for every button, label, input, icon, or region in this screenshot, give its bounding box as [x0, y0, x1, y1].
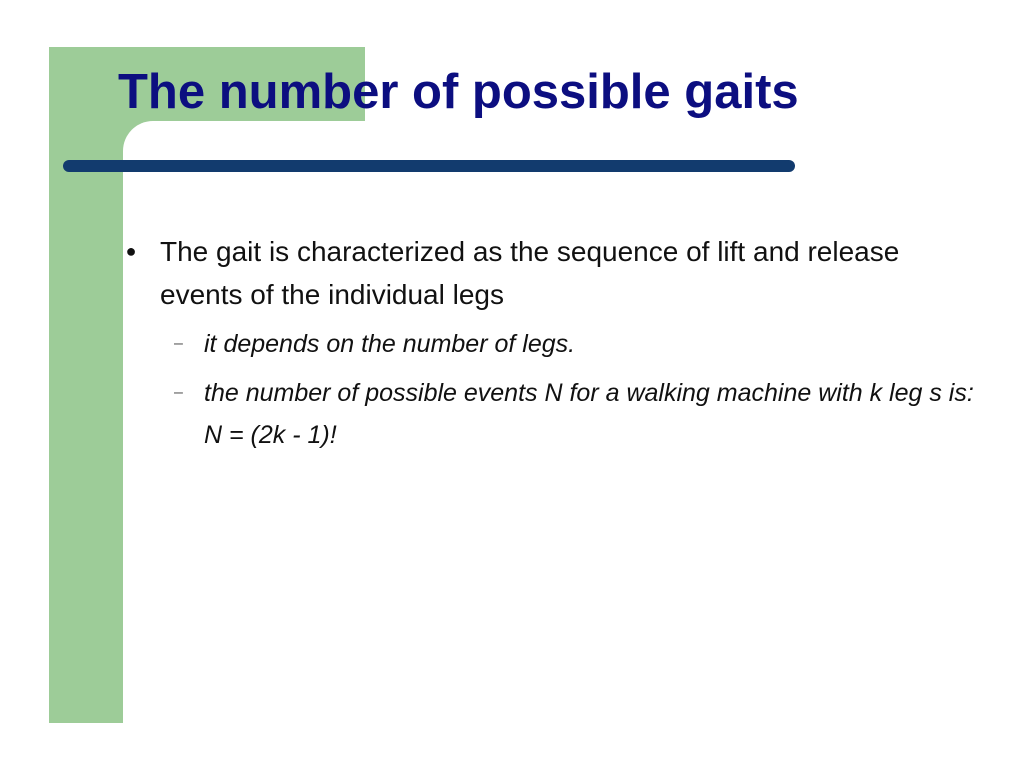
bullet-dot-icon: ●: [125, 241, 137, 261]
sub-bullet-text: it depends on the number of legs.: [204, 330, 576, 358]
slide-body: [124, 230, 984, 456]
bullet-item: [124, 230, 984, 316]
sub-bullet-item: [124, 323, 984, 365]
bullet-text: The gait is characterized as the sequence of lift and release events of the individual legs: [160, 236, 900, 310]
sub-bullet-item: [124, 372, 984, 414]
formula-text: N = (2k - 1)!: [204, 421, 337, 449]
dash-icon: –: [174, 335, 183, 352]
slide-title: The number of possible gaits: [118, 65, 799, 119]
sub-bullet-list: [124, 323, 984, 456]
sub-bullet-text: the number of possible events N for a walking machine with k leg s is:: [204, 379, 974, 407]
dash-icon: –: [174, 384, 183, 401]
title-underline-rule: [63, 160, 795, 172]
